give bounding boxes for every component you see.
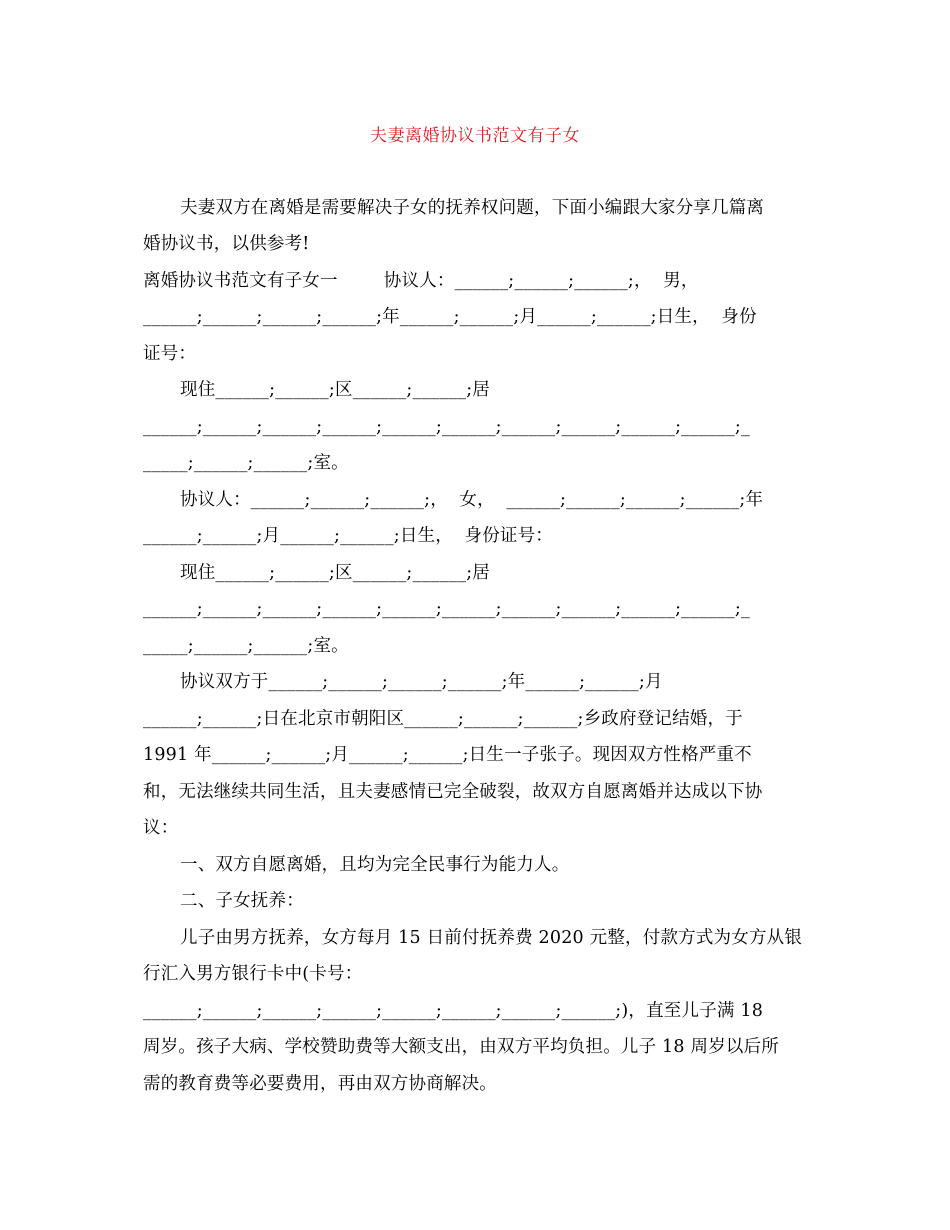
document-title: 夫妻离婚协议书范文有子女 xyxy=(370,126,580,146)
paragraph-line: 需的教育费等必要费用，再由双方协商解决。 xyxy=(143,1074,497,1094)
paragraph-line: ______;______;______;______;______;______;______;______;)，直至儿子满 18 xyxy=(143,1001,764,1021)
paragraph-line: 议： xyxy=(143,818,179,838)
paragraph-line: 二、子女抚养： xyxy=(180,891,304,911)
paragraph-line: 现住______;______;区______;______;居 xyxy=(180,380,490,400)
paragraph-line: 离婚协议书范文有子女一 协议人：______;______;______;， 男， xyxy=(143,271,699,291)
paragraph-line: ______;______;______;______;年______;______;月______;______;日生， 身份 xyxy=(143,307,757,327)
paragraph-line: _____;______;______;室。 xyxy=(143,453,349,473)
paragraph-line: 夫妻双方在离婚是需要解决子女的抚养权问题，下面小编跟大家分享几篇离 xyxy=(180,198,765,218)
paragraph-line: 周岁。孩子大病、学校赞助费等大额支出，由双方平均负担。儿子 18 周岁以后所 xyxy=(143,1037,779,1057)
paragraph-line: 现住______;______;区______;______;居 xyxy=(180,563,490,583)
paragraph-line: 婚协议书，以供参考! xyxy=(143,234,310,254)
paragraph-line: ______;______;日在北京市朝阳区______;______;______;乡政府登记结婚，于 xyxy=(143,709,743,729)
paragraph-line: 协议双方于______;______;______;______;年______;______;月 xyxy=(180,672,663,692)
paragraph-line: 一、双方自愿离婚，且均为完全民事行为能力人。 xyxy=(180,855,570,875)
paragraph-line: ______;______;月______;______;日生， 身份证号： xyxy=(143,526,554,546)
paragraph-line: 协议人：______;______;______;， 女， ______;______;______;______;年 xyxy=(180,490,764,510)
paragraph-line: 和，无法继续共同生活，且夫妻感情已完全破裂，故双方自愿离婚并达成以下协 xyxy=(143,782,763,802)
paragraph-line: 证号： xyxy=(143,344,197,364)
paragraph-line: _____;______;______;室。 xyxy=(143,636,349,656)
paragraph-line: 儿子由男方抚养，女方每月 15 日前付抚养费 2020 元整，付款方式为女方从银 xyxy=(180,928,803,948)
paragraph-line: 行汇入男方银行卡中(卡号： xyxy=(143,964,363,984)
paragraph-line: ______;______;______;______;______;______;______;______;______;______;_ xyxy=(143,599,750,619)
paragraph-line: ______;______;______;______;______;______;______;______;______;______;_ xyxy=(143,417,750,437)
paragraph-line: 1991 年______;______;月______;______;日生一子张子。现因双方性格严重不 xyxy=(143,745,752,765)
